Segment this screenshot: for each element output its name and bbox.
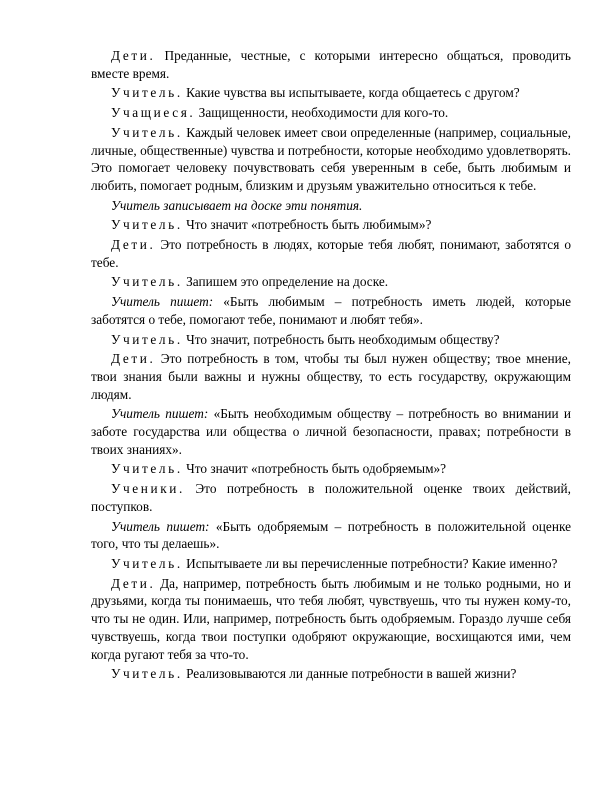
speaker-label: Учитель. bbox=[111, 666, 183, 682]
paragraph-text: Это потребность в том, чтобы ты был нужен обществу; твое мнение, твои знания были важны и нужны обществу, то есть государству, окружающим людям. bbox=[91, 351, 571, 402]
paragraph-text: «Быть необходимым обществу – потребность во внимании и заботе государства или общества о личной безопасности, правах; потребности в твоих знаниях». bbox=[91, 406, 571, 457]
paragraph-text: «Быть одобряемым – потребность в положительной оценке того, что ты делаешь». bbox=[91, 518, 571, 552]
speaker-label: Ученики. bbox=[111, 481, 185, 497]
dialogue-paragraph bbox=[91, 47, 571, 82]
paragraph-text: «Быть любимым – потребность иметь людей, которые заботятся о тебе, помогают тебе, понимают и любят тебя». bbox=[91, 294, 571, 327]
speaker-label: Дети. bbox=[111, 575, 156, 591]
dialogue-paragraph bbox=[91, 216, 571, 234]
dialogue-paragraph bbox=[91, 236, 571, 271]
paragraph-text: Преданные, честные, с которыми интересно общаться, проводить вместе время. bbox=[91, 48, 571, 81]
speaker-label: Учитель. bbox=[111, 85, 183, 101]
paragraph-text: Что значит, потребность быть необходимым обществу? bbox=[182, 331, 500, 347]
paragraph-text: Какие чувства вы испытываете, когда общаетесь с другом? bbox=[182, 85, 520, 101]
speaker-label: Учитель. bbox=[111, 274, 183, 290]
speaker-label: Учитель. bbox=[111, 217, 183, 233]
dialogue-paragraph bbox=[91, 575, 571, 664]
board-note bbox=[91, 405, 571, 458]
paragraph-text: Это потребность в положительной оценке твоих действий, поступков. bbox=[91, 481, 571, 514]
speaker-label: Учитель. bbox=[111, 124, 183, 140]
speaker-label: Учитель пишет: bbox=[111, 406, 209, 422]
board-note bbox=[91, 293, 571, 328]
paragraph-text: Что значит «потребность быть любимым»? bbox=[182, 217, 432, 233]
paragraph-text: Защищенности, необходимости для кого-то. bbox=[195, 105, 449, 121]
speaker-label: Дети. bbox=[111, 351, 156, 367]
paragraph-text: Да, например, потребность быть любимым и не только родными, но и друзьями, когда ты понимаешь, что тебя любят, чувствуешь, что ты нужен кому-то, что ты не один. Или, например, потребность быть одобряемым. Гораздо лучше себя чувствуешь, когда твои поступки одобряют окружающие, восхищаются ими, чем когда ругают тебя за что-то. bbox=[91, 575, 571, 662]
paragraph-text: Реализовываются ли данные потребности в вашей жизни? bbox=[182, 666, 517, 682]
dialogue-paragraph bbox=[91, 104, 571, 122]
dialogue-paragraph bbox=[91, 460, 571, 478]
paragraph-text: Каждый человек имеет свои определенные (например, социальные, личные, общественные) чувства и потребности, которые необходимо удовлетворять. Это помогает человеку почувствовать себя уверенным в себе, быть любимым и любить, помогает родным, близким и друзьям уважительно относиться к тебе. bbox=[91, 124, 571, 193]
dialogue-paragraph bbox=[91, 331, 571, 349]
dialogue-paragraph bbox=[91, 124, 571, 195]
dialogue-paragraph bbox=[91, 665, 571, 683]
paragraph-text: Испытываете ли вы перечисленные потребности? Какие именно? bbox=[182, 555, 558, 571]
dialogue-paragraph bbox=[91, 350, 571, 403]
speaker-label: Учитель пишет: bbox=[111, 518, 210, 534]
dialogue-paragraph bbox=[91, 555, 571, 573]
dialogue-paragraph bbox=[91, 273, 571, 291]
speaker-label: Учитель пишет: bbox=[111, 294, 214, 310]
speaker-label: Учитель записывает на доске эти понятия. bbox=[111, 197, 363, 213]
speaker-label: Дети. bbox=[111, 48, 156, 63]
speaker-label: Дети. bbox=[111, 237, 156, 253]
document-page bbox=[91, 47, 571, 685]
speaker-label: Учитель. bbox=[111, 331, 183, 347]
paragraph-text: Что значит «потребность быть одобряемым»? bbox=[182, 461, 447, 477]
dialogue-paragraph bbox=[91, 480, 571, 515]
board-note bbox=[91, 518, 571, 553]
speaker-label: Учащиеся. bbox=[111, 105, 196, 121]
dialogue-paragraph bbox=[91, 84, 571, 102]
paragraph-text: Это потребность в людях, которые тебя любят, понимают, заботятся о тебе. bbox=[91, 237, 571, 270]
speaker-label: Учитель. bbox=[111, 555, 183, 571]
stage-direction bbox=[91, 197, 571, 215]
speaker-label: Учитель. bbox=[111, 461, 183, 477]
paragraph-text: Запишем это определение на доске. bbox=[182, 274, 389, 290]
